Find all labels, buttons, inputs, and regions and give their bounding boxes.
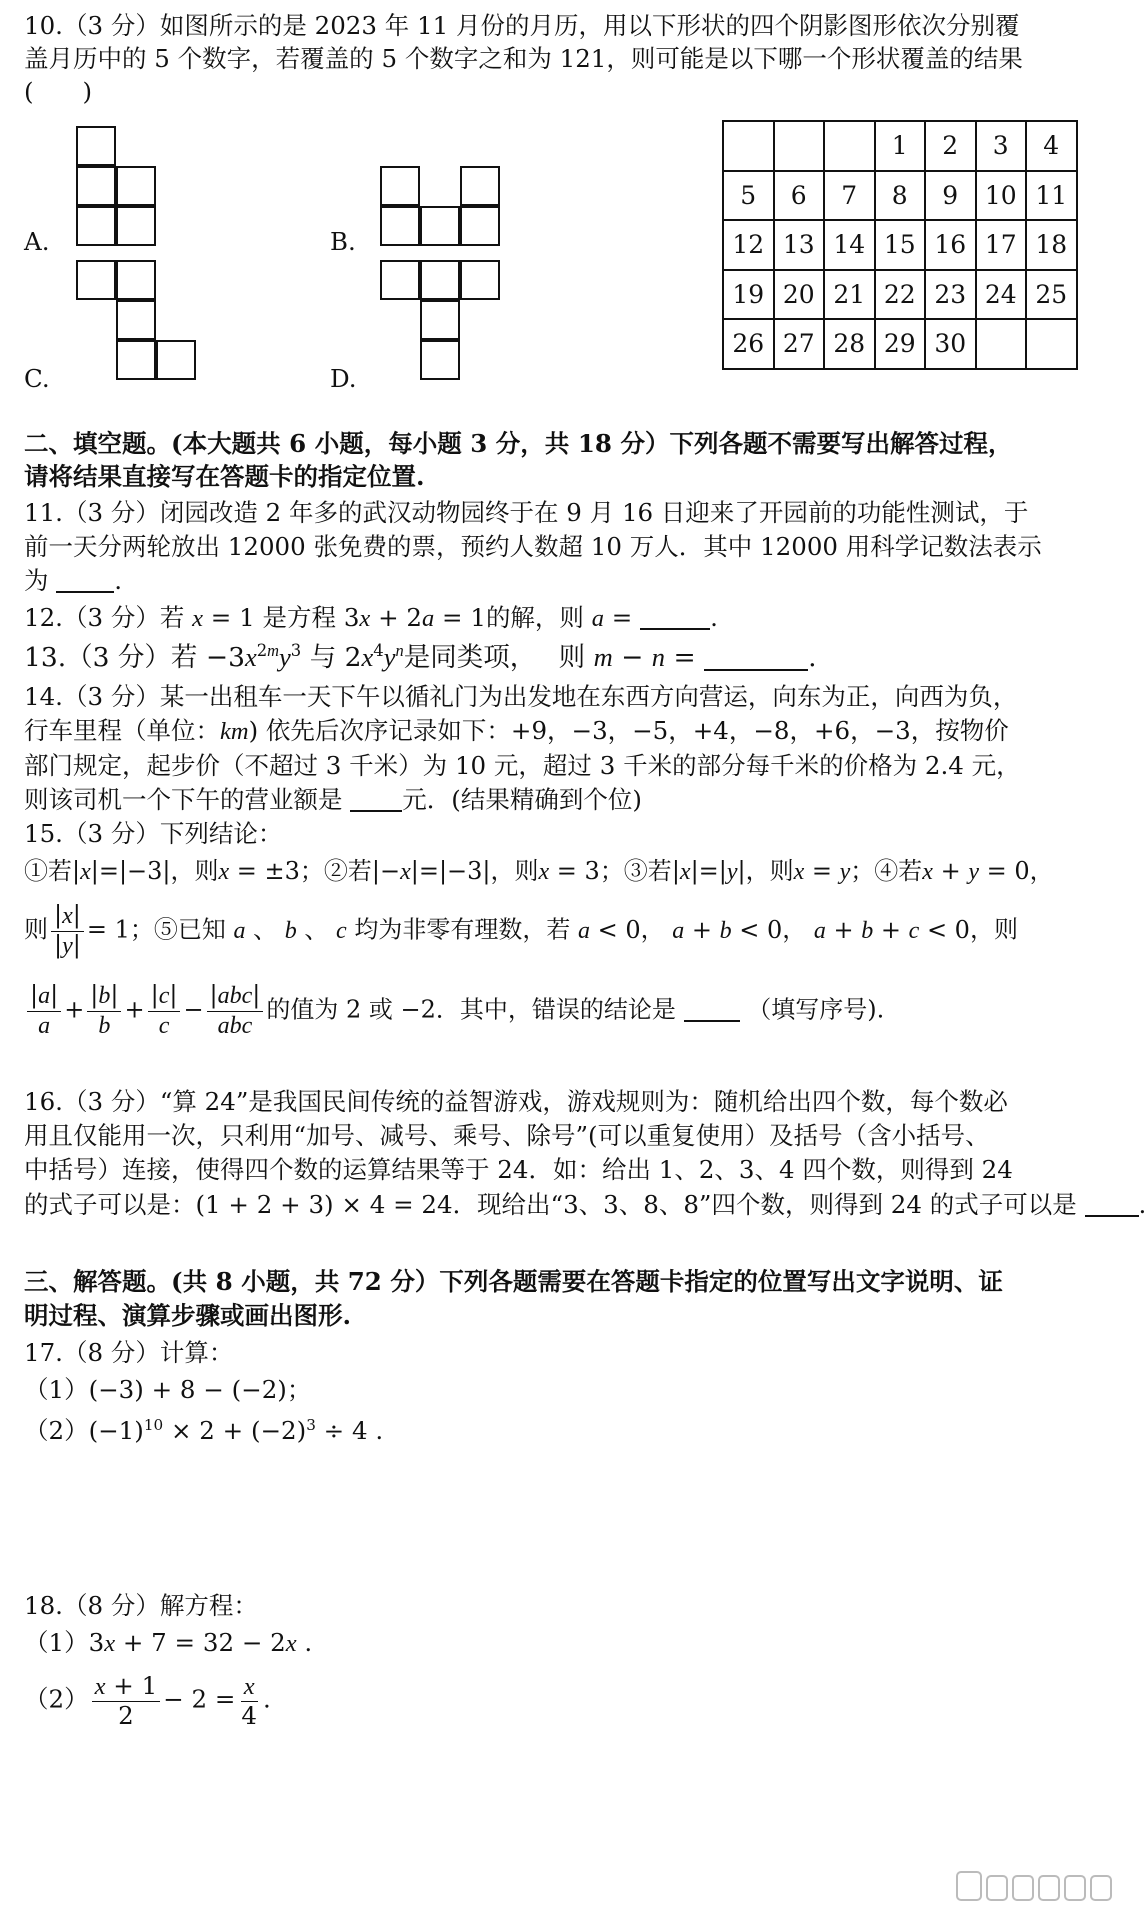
calendar-day-cell [723, 121, 774, 171]
calendar-day-cell: 19 [723, 270, 774, 320]
q17-part1-expr: (−3) + 8 − (−2)； [88, 1375, 312, 1404]
q18-part2-mid: − 2 = [163, 1684, 236, 1714]
q12-mid1: 是方程 [262, 603, 337, 632]
q17-part1 [24, 1374, 311, 1406]
q15-cond3: |x|=|y| [671, 857, 746, 885]
q13-prefix: 13.（3 分）若 [24, 642, 198, 673]
q13-expr: m − n = [593, 642, 696, 673]
q17-part1-label: （1） [24, 1375, 89, 1404]
shape-cell [156, 340, 196, 380]
q15-eq1: = 1 [86, 915, 130, 944]
calendar-day-cell: 27 [774, 319, 825, 369]
q16-line4-end: . [1138, 1190, 1146, 1219]
q12-prefix: 12.（3 分）若 [24, 603, 185, 632]
shape-cell [460, 206, 500, 246]
calendar-day-cell: 3 [976, 121, 1027, 171]
option-a-label: A. [24, 227, 50, 256]
q15-frac-abc: $\frac{\text{|abc|}}{\text{abc}}$ [207, 982, 264, 1040]
watermark-logo [956, 1871, 1112, 1901]
q12-suffix: . [710, 603, 718, 632]
q14-line2-pre: 行车里程（单位： [24, 716, 220, 745]
calendar-day-cell: 11 [1026, 171, 1077, 221]
q13-line [24, 640, 817, 676]
q18-title: 18.（8 分）解方程： [24, 1591, 258, 1620]
q17-part2-label: （2） [24, 1416, 89, 1446]
section-2-heading-line2: 请将结果直接写在答题卡的指定位置. [24, 462, 425, 491]
q11-line2: 前一天分两轮放出 12000 张免费的票，预约人数超 10 万人．其中 12000 用科学记数法表示 [24, 532, 1042, 561]
calendar-day-cell: 5 [723, 171, 774, 221]
q13-answer-blank[interactable] [704, 641, 808, 671]
calendar-day-cell: 29 [875, 319, 926, 369]
q12-mid2: 的解，则 [485, 603, 584, 632]
q18-frac-right: $\frac{x}{4}$ [241, 1673, 257, 1731]
calendar-day-cell: 6 [774, 171, 825, 221]
q15-s4: ；④若 [850, 857, 923, 885]
calendar-row [723, 171, 1077, 221]
q16-line4 [24, 1189, 1146, 1221]
q14-line4-pre: 则该司机一个下午的营业额是 [24, 785, 343, 814]
q18-frac-left: $\frac{x + 1}{2}$ [92, 1672, 161, 1730]
q18-part1 [24, 1627, 312, 1660]
shape-cell [76, 260, 116, 300]
calendar-day-cell: 30 [925, 319, 976, 369]
q13-term2: $2x^4y^n$ [344, 641, 404, 673]
calendar-day-cell [976, 319, 1027, 369]
q14-line1: 14.（3 分）某一出租车一天下午以循礼门为出发地在东西方向营运，向东为正，向西为负， [24, 682, 1018, 711]
option-c-label: C. [24, 364, 50, 393]
calendar-day-cell: 2 [925, 121, 976, 171]
q11-line3 [24, 565, 122, 597]
shape-cell [76, 166, 116, 206]
calendar-day-cell: 21 [824, 270, 875, 320]
calendar-day-cell: 14 [824, 220, 875, 270]
shape-cell [76, 126, 116, 166]
q15-frac-b: $\frac{|b|}{b}$ [87, 982, 121, 1040]
calendar-day-cell: 16 [925, 220, 976, 270]
q14-line4 [24, 784, 642, 816]
q15-s3: ；③若 [599, 857, 672, 885]
shape-cell [460, 260, 500, 300]
q15-res2: x = 3 [538, 857, 600, 885]
option-b-label: B. [330, 227, 356, 256]
q15-s2: ；②若 [299, 857, 372, 885]
calendar-day-cell [824, 121, 875, 171]
shape-cell [116, 206, 156, 246]
calendar-row [723, 270, 1077, 320]
q14-unit: km [220, 718, 249, 745]
calendar-day-cell: 17 [976, 220, 1027, 270]
q13-suffix: . [808, 642, 817, 673]
q11-suffix: . [114, 566, 123, 595]
q15-l3-pre: 则 [24, 915, 48, 944]
q13-post2: 则 [558, 642, 586, 673]
q13-term1: $-3x^{2m}y^3$ [205, 641, 302, 673]
calendar-day-cell: 4 [1026, 121, 1077, 171]
q15-res1: x = ±3 [218, 857, 300, 885]
q16-answer-blank[interactable] [1085, 1190, 1139, 1218]
q15-l4-end: （填写序号). [747, 995, 885, 1024]
q18-part1-expr: 3x + 7 = 32 − 2x . [88, 1628, 313, 1657]
calendar-day-cell: 15 [875, 220, 926, 270]
shape-cell [420, 340, 460, 380]
shape-cell [380, 166, 420, 206]
q14-answer-blank[interactable] [350, 785, 402, 813]
q18-part1-label: （1） [24, 1628, 89, 1657]
q15-frac-c: $\frac{|c|}{c}$ [148, 982, 181, 1040]
calendar-row [723, 319, 1077, 369]
q15-answer-blank[interactable] [684, 995, 740, 1022]
q11-line1: 11.（3 分）闭园改造 2 年多的武汉动物园终于在 9 月 16 日迎来了开园前的功能性测试，于 [24, 498, 1029, 527]
q15-l3-mid2: 均为非零有理数，若 [354, 915, 571, 944]
calendar-day-cell: 1 [875, 121, 926, 171]
q14-line4-post: 元．(结果精确到个位) [402, 785, 642, 814]
q15-s4b: ， [1029, 857, 1054, 885]
q17-part2 [24, 1415, 383, 1447]
calendar-day-cell: 8 [875, 171, 926, 221]
q15-cond-abc: a + b + c < 0 [813, 915, 970, 944]
q11-prefix: 为 [24, 566, 49, 595]
calendar-day-cell: 7 [824, 171, 875, 221]
section-2-heading-line1: 二、填空题。(本大题共 6 小题，每小题 3 分，共 18 分）下列各题不需要写出解答过程， [24, 429, 1013, 458]
calendar-day-cell: 28 [824, 319, 875, 369]
q12-answer-blank[interactable] [640, 603, 710, 631]
q15-l3-mid: ；⑤已知 [129, 915, 226, 944]
q12-equation: 3x + 2a = 1 [343, 603, 486, 632]
calendar-day-cell: 9 [925, 171, 976, 221]
q18-part2 [24, 1672, 271, 1730]
q15-cond-a: a < 0 [577, 915, 641, 944]
q10-line2: 盖月历中的 5 个数字，若覆盖的 5 个数字之和为 121，则可能是以下哪一个形状覆盖的结果 [24, 44, 1023, 73]
calendar-day-cell [774, 121, 825, 171]
q16-line2: 用且仅能用一次，只利用“加号、减号、乘号、除号”(可以重复使用）及括号（含小括号、 [24, 1121, 990, 1150]
calendar-day-cell: 20 [774, 270, 825, 320]
shape-cell [420, 260, 460, 300]
calendar-day-cell: 18 [1026, 220, 1077, 270]
q16-example: (1 + 2 + 3) × 4 = 24 [195, 1190, 453, 1219]
calendar-day-cell: 26 [723, 319, 774, 369]
shape-cell [76, 206, 116, 246]
q15-s3b: ，则 [745, 857, 794, 885]
calendar-day-cell [1026, 319, 1077, 369]
shape-cell [420, 206, 460, 246]
shape-cell [420, 300, 460, 340]
q15-frac-a: $\frac{|a|}{a}$ [27, 982, 61, 1040]
q15-line1: 15.（3 分）下列结论： [24, 819, 283, 848]
q15-line4: $\frac{|a|}{a}$ + $\frac{|b|}{b}$ + $\frac{|c|}{c}$ − $\frac{\text{|abc|}}{\text{abc}}$ 的值为 2 或 −2．其中，错误的结论是 （填写序号). [24, 982, 884, 1040]
q13-mid: 与 [309, 642, 337, 673]
q15-line3: 则 $\frac{|x|}{|y|}$ = 1；⑤已知 a 、 b 、 c 均为非零有理数，若 a < 0， a + b < 0， a + b + c < 0，则 [24, 901, 1018, 959]
q15-s2b: ，则 [490, 857, 539, 885]
november-calendar [722, 120, 1078, 370]
q16-line1: 16.（3 分）“算 24”是我国民间传统的益智游戏，游戏规则为：随机给出四个数，每个数必 [24, 1087, 1008, 1116]
calendar-day-cell: 22 [875, 270, 926, 320]
q12-line [24, 602, 718, 635]
q15-cond2: |−x|=|−3| [371, 857, 491, 885]
shape-cell [116, 260, 156, 300]
q15-l4-mid: 的值为 2 或 −2．其中，错误的结论是 [266, 995, 676, 1024]
shape-cell [380, 206, 420, 246]
calendar-day-cell: 12 [723, 220, 774, 270]
q10-paren: ( ) [24, 77, 93, 106]
q12-condition: x = 1 [192, 603, 255, 632]
section-3-heading-line1: 三、解答题。(共 8 小题，共 72 分）下列各题需要在答题卡指定的位置写出文字说明、证 [24, 1267, 1003, 1296]
shape-cell [116, 340, 156, 380]
q17-title: 17.（8 分）计算： [24, 1338, 234, 1367]
calendar-day-cell: 23 [925, 270, 976, 320]
shape-cell [460, 166, 500, 206]
q15-cond1: |x|=|−3| [72, 857, 171, 885]
q15-cond4: x + y = 0 [922, 857, 1030, 885]
shape-cell [116, 300, 156, 340]
q15-line2 [24, 856, 1054, 889]
calendar-day-cell: 24 [976, 270, 1027, 320]
q14-line2-post: ) 依先后次序记录如下：+9，−3，−5，+4，−8，+6，−3，按物价 [248, 716, 1009, 745]
calendar-row [723, 220, 1077, 270]
q12-var: a = [591, 603, 633, 632]
shape-cell [380, 260, 420, 300]
q10-line1: 10.（3 分）如图所示的是 2023 年 11 月份的月历，用以下形状的四个阴影图形依次分别覆 [24, 11, 1020, 40]
q13-post1: 是同类项， [403, 642, 537, 673]
calendar-day-cell: 25 [1026, 270, 1077, 320]
q18-part2-end: . [263, 1684, 271, 1714]
q17-part2-expr: $(-1)^{10} \times 2 + (-2)^3 \div 4$ . [88, 1416, 384, 1446]
calendar-row [723, 121, 1077, 171]
q16-line3: 中括号）连接，使得四个数的运算结果等于 24．如：给出 1、2、3、4 四个数，则得到 24 [24, 1155, 1013, 1184]
calendar-day-cell: 13 [774, 220, 825, 270]
q16-line4-mid: ．现给出“3、3、8、8”四个数，则得到 24 的式子可以是 [452, 1190, 1077, 1219]
q18-part2-label: （2） [24, 1684, 89, 1714]
q15-fraction-x-over-y: $\frac{|x|}{|y|}$ [51, 902, 84, 960]
option-d-label: D. [330, 364, 357, 393]
q15-vars: a 、 b 、 c [233, 915, 347, 944]
q16-line4-pre: 的式子可以是： [24, 1190, 196, 1219]
q15-s1: ①若 [24, 857, 72, 885]
q11-answer-blank[interactable] [56, 566, 114, 594]
q15-cond-ab: a + b < 0 [672, 915, 783, 944]
calendar-day-cell: 10 [976, 171, 1027, 221]
q15-res3: x = y [793, 857, 851, 885]
shape-cell [116, 166, 156, 206]
q15-s1b: ，则 [170, 857, 219, 885]
q14-line2 [24, 715, 1009, 748]
q14-line3: 部门规定，起步价（不超过 3 千米）为 10 元，超过 3 千米的部分每千米的价格为 2.4 元， [24, 751, 1021, 780]
section-3-heading-line2: 明过程、演算步骤或画出图形. [24, 1301, 352, 1330]
q15-l3-end: ，则 [969, 915, 1018, 944]
